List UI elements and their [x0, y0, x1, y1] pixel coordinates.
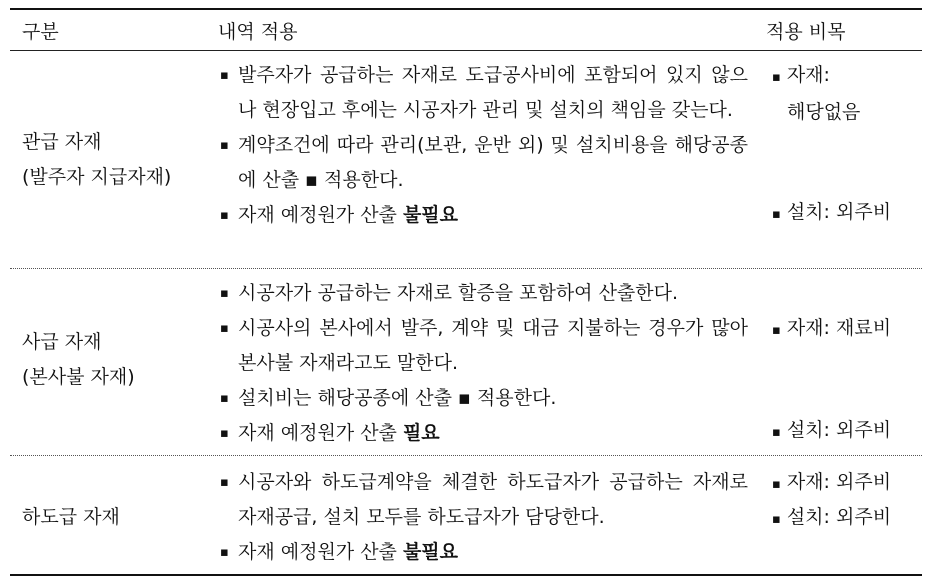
remark-value: 외주비 [835, 419, 892, 441]
item-text: 시공자와 하도급계약을 체결한 하도급자가 공급하는 자재로 자재공급, 설치 모두를 하도급자가 담당한다. [238, 471, 748, 528]
list-item [220, 381, 748, 416]
list-item [220, 465, 748, 535]
remark [772, 465, 891, 502]
remark-value: 해당없음 [787, 101, 861, 123]
remark [772, 311, 891, 348]
bullet-icon: ▪ [220, 391, 229, 406]
remark-value: 외주비 [835, 201, 892, 223]
bullet-icon: ▪ [772, 70, 781, 85]
bullet-icon: ▪ [772, 425, 781, 440]
row-items [220, 276, 748, 451]
list-item [220, 198, 748, 233]
remark-label: 설치: [786, 201, 830, 223]
bullet-icon: ▪ [772, 207, 781, 222]
bullet-icon: ▪ [772, 477, 781, 492]
table-top-rule [10, 8, 922, 10]
item-text: 발주자가 공급하는 자재로 도급공사비에 포함되어 있지 않으나 현장입고 후에는 시공자가 관리 및 설치의 책임을 갖는다. [238, 64, 748, 121]
remark-label: 자재: [786, 64, 830, 86]
bullet-icon: ▪ [220, 138, 229, 153]
remark [772, 195, 891, 232]
item-text: 설치비는 해당공종에 산출 ▪ 적용한다. [238, 387, 557, 409]
category-line: (본사불 자재) [22, 366, 135, 388]
item-emphasis: 불필요 [402, 541, 459, 563]
bullet-icon: ▪ [772, 512, 781, 527]
header-category: 구분 [22, 21, 59, 43]
category-line: 관급 자재 [22, 131, 102, 153]
row-items [220, 58, 748, 233]
row-items [220, 465, 748, 570]
row-divider-1 [10, 268, 922, 269]
remark-label: 설치: [786, 506, 830, 528]
category-line: 사급 자재 [22, 331, 102, 353]
header-remark: 적용 비목 [766, 21, 846, 43]
bullet-icon: ▪ [220, 68, 229, 83]
remark-label: 자재: [786, 471, 830, 493]
category-line: 하도급 자재 [22, 506, 120, 528]
bullet-icon: ▪ [220, 286, 229, 301]
list-item [220, 128, 748, 198]
item-text: 자재 예정원가 산출 [238, 422, 403, 444]
item-text: 시공자가 공급하는 자재로 할증을 포함하여 산출한다. [238, 282, 679, 304]
category-line: (발주자 지급자재) [22, 166, 172, 188]
remark-value: 외주비 [835, 471, 892, 493]
row-category [22, 500, 120, 535]
remark [772, 500, 891, 537]
bullet-icon: ▪ [772, 323, 781, 338]
table-bottom-rule [10, 574, 922, 576]
bullet-icon: ▪ [220, 475, 229, 490]
bullet-icon: ▪ [220, 208, 229, 223]
item-text: 계약조건에 따라 관리(보관, 운반 외) 및 설치비용을 해당공종에 산출 ▪ 적용한다. [238, 134, 748, 191]
list-item [220, 311, 748, 381]
remark-label: 설치: [786, 419, 830, 441]
remark-value: 재료비 [835, 317, 892, 339]
list-item [220, 58, 748, 128]
list-item [220, 276, 748, 311]
list-item [220, 416, 748, 451]
remark [772, 58, 860, 130]
item-emphasis: 불필요 [402, 204, 459, 226]
row-divider-2 [10, 455, 922, 456]
remark-label: 자재: [786, 317, 830, 339]
list-item [220, 535, 748, 570]
header-bottom-rule [10, 50, 922, 51]
item-text: 자재 예정원가 산출 [238, 541, 403, 563]
item-emphasis: 필요 [402, 422, 440, 444]
bullet-icon: ▪ [220, 426, 229, 441]
remark-value: 외주비 [835, 506, 892, 528]
row-category [22, 325, 135, 395]
bullet-icon: ▪ [220, 321, 229, 336]
bullet-icon: ▪ [220, 545, 229, 560]
item-text: 자재 예정원가 산출 [238, 204, 403, 226]
remark [772, 413, 891, 450]
item-text: 시공사의 본사에서 발주, 계약 및 대금 지불하는 경우가 많아 본사불 자재라고도 말한다. [238, 317, 748, 374]
row-category [22, 125, 171, 195]
header-detail: 내역 적용 [218, 21, 298, 43]
